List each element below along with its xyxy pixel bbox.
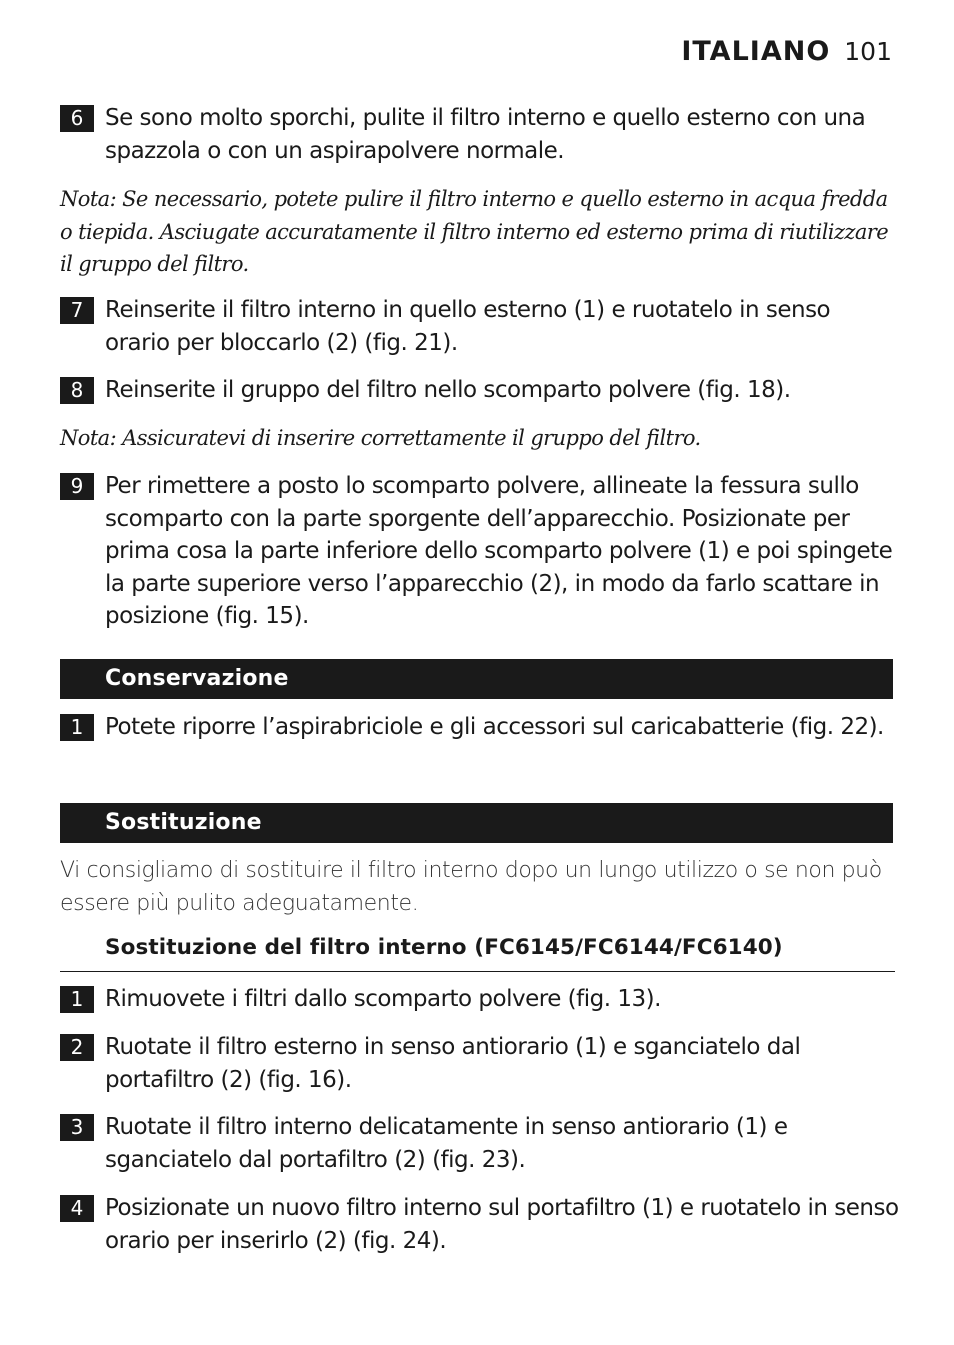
step-number-badge: 9: [60, 473, 94, 500]
step-text: Posizionate un nuovo filtro interno sul portafiltro (1) e ruotatelo in senso orario per inserirlo (2) (fig. 24).: [105, 1195, 899, 1254]
step-text: Reinserite il filtro interno in quello esterno (1) e ruotatelo in senso orario per bloccarlo (2) (fig. 21).: [105, 297, 831, 356]
page-number: 101: [844, 37, 892, 66]
note-washing: Nota: Se necessario, potete pulire il filtro interno e quello esterno in acqua fredda o tiepida. Asciugate accuratamente il filtro interno ed esterno prima di riutilizzare il gruppo del filtro.: [60, 187, 889, 276]
step-number-badge: 4: [60, 1195, 94, 1222]
section-header-storage: [60, 659, 893, 699]
section-title: Sostituzione: [105, 810, 262, 835]
step-number-badge: 2: [60, 1034, 94, 1061]
step-number-badge: 1: [60, 714, 94, 741]
step-9: [60, 470, 900, 633]
step-number-badge: 3: [60, 1114, 94, 1141]
page-header: [681, 36, 892, 67]
replacement-step-4: [60, 1192, 900, 1257]
step-number-badge: 6: [60, 105, 94, 132]
replacement-step-3: [60, 1111, 900, 1176]
step-6: [60, 102, 900, 167]
step-text: Se sono molto sporchi, pulite il filtro interno e quello esterno con una spazzola o con un aspirapolvere normale.: [105, 105, 866, 164]
step-text: Potete riporre l’aspirabriciole e gli accessori sul caricabatterie (fig. 22).: [105, 714, 884, 740]
step-number-badge: 7: [60, 297, 94, 324]
step-number-badge: 1: [60, 986, 94, 1013]
replacement-step-2: [60, 1031, 900, 1096]
step-text: Per rimettere a posto lo scomparto polvere, allineate la fessura sullo scomparto con la parte sporgente dell’apparecchio. Posizionate per prima cosa la parte inferiore dello scomparto polvere (1) e poi spingete la parte superiore verso l’apparecchio (2), in modo da farlo scattare in posizione (fig. 15).: [105, 473, 893, 629]
step-8: [60, 374, 900, 407]
step-text: Rimuovete i filtri dallo scomparto polvere (fig. 13).: [105, 986, 661, 1012]
step-number-badge: 8: [60, 377, 94, 404]
subsection-header: [60, 933, 895, 972]
step-text: Reinserite il gruppo del filtro nello scomparto polvere (fig. 18).: [105, 377, 791, 403]
note-insert: Nota: Assicuratevi di inserire correttamente il gruppo del filtro.: [60, 426, 701, 450]
replacement-intro: Vi consigliamo di sostituire il filtro interno dopo un lungo utilizzo o se non può essere più pulito adeguatamente.: [60, 858, 882, 916]
step-text: Ruotate il filtro esterno in senso antiorario (1) e sganciatelo dal portafiltro (2) (fig. 16).: [105, 1034, 801, 1093]
language-label: ITALIANO: [681, 36, 831, 67]
section-header-replacement: [60, 803, 893, 843]
section-title: Conservazione: [105, 666, 289, 691]
subsection-title: Sostituzione del filtro interno (FC6145/FC6144/FC6140): [105, 935, 783, 960]
storage-step-1: [60, 711, 900, 744]
step-text: Ruotate il filtro interno delicatamente in senso antiorario (1) e sganciatelo dal portafiltro (2) (fig. 23).: [105, 1114, 788, 1173]
step-7: [60, 294, 900, 359]
replacement-step-1: [60, 983, 900, 1016]
